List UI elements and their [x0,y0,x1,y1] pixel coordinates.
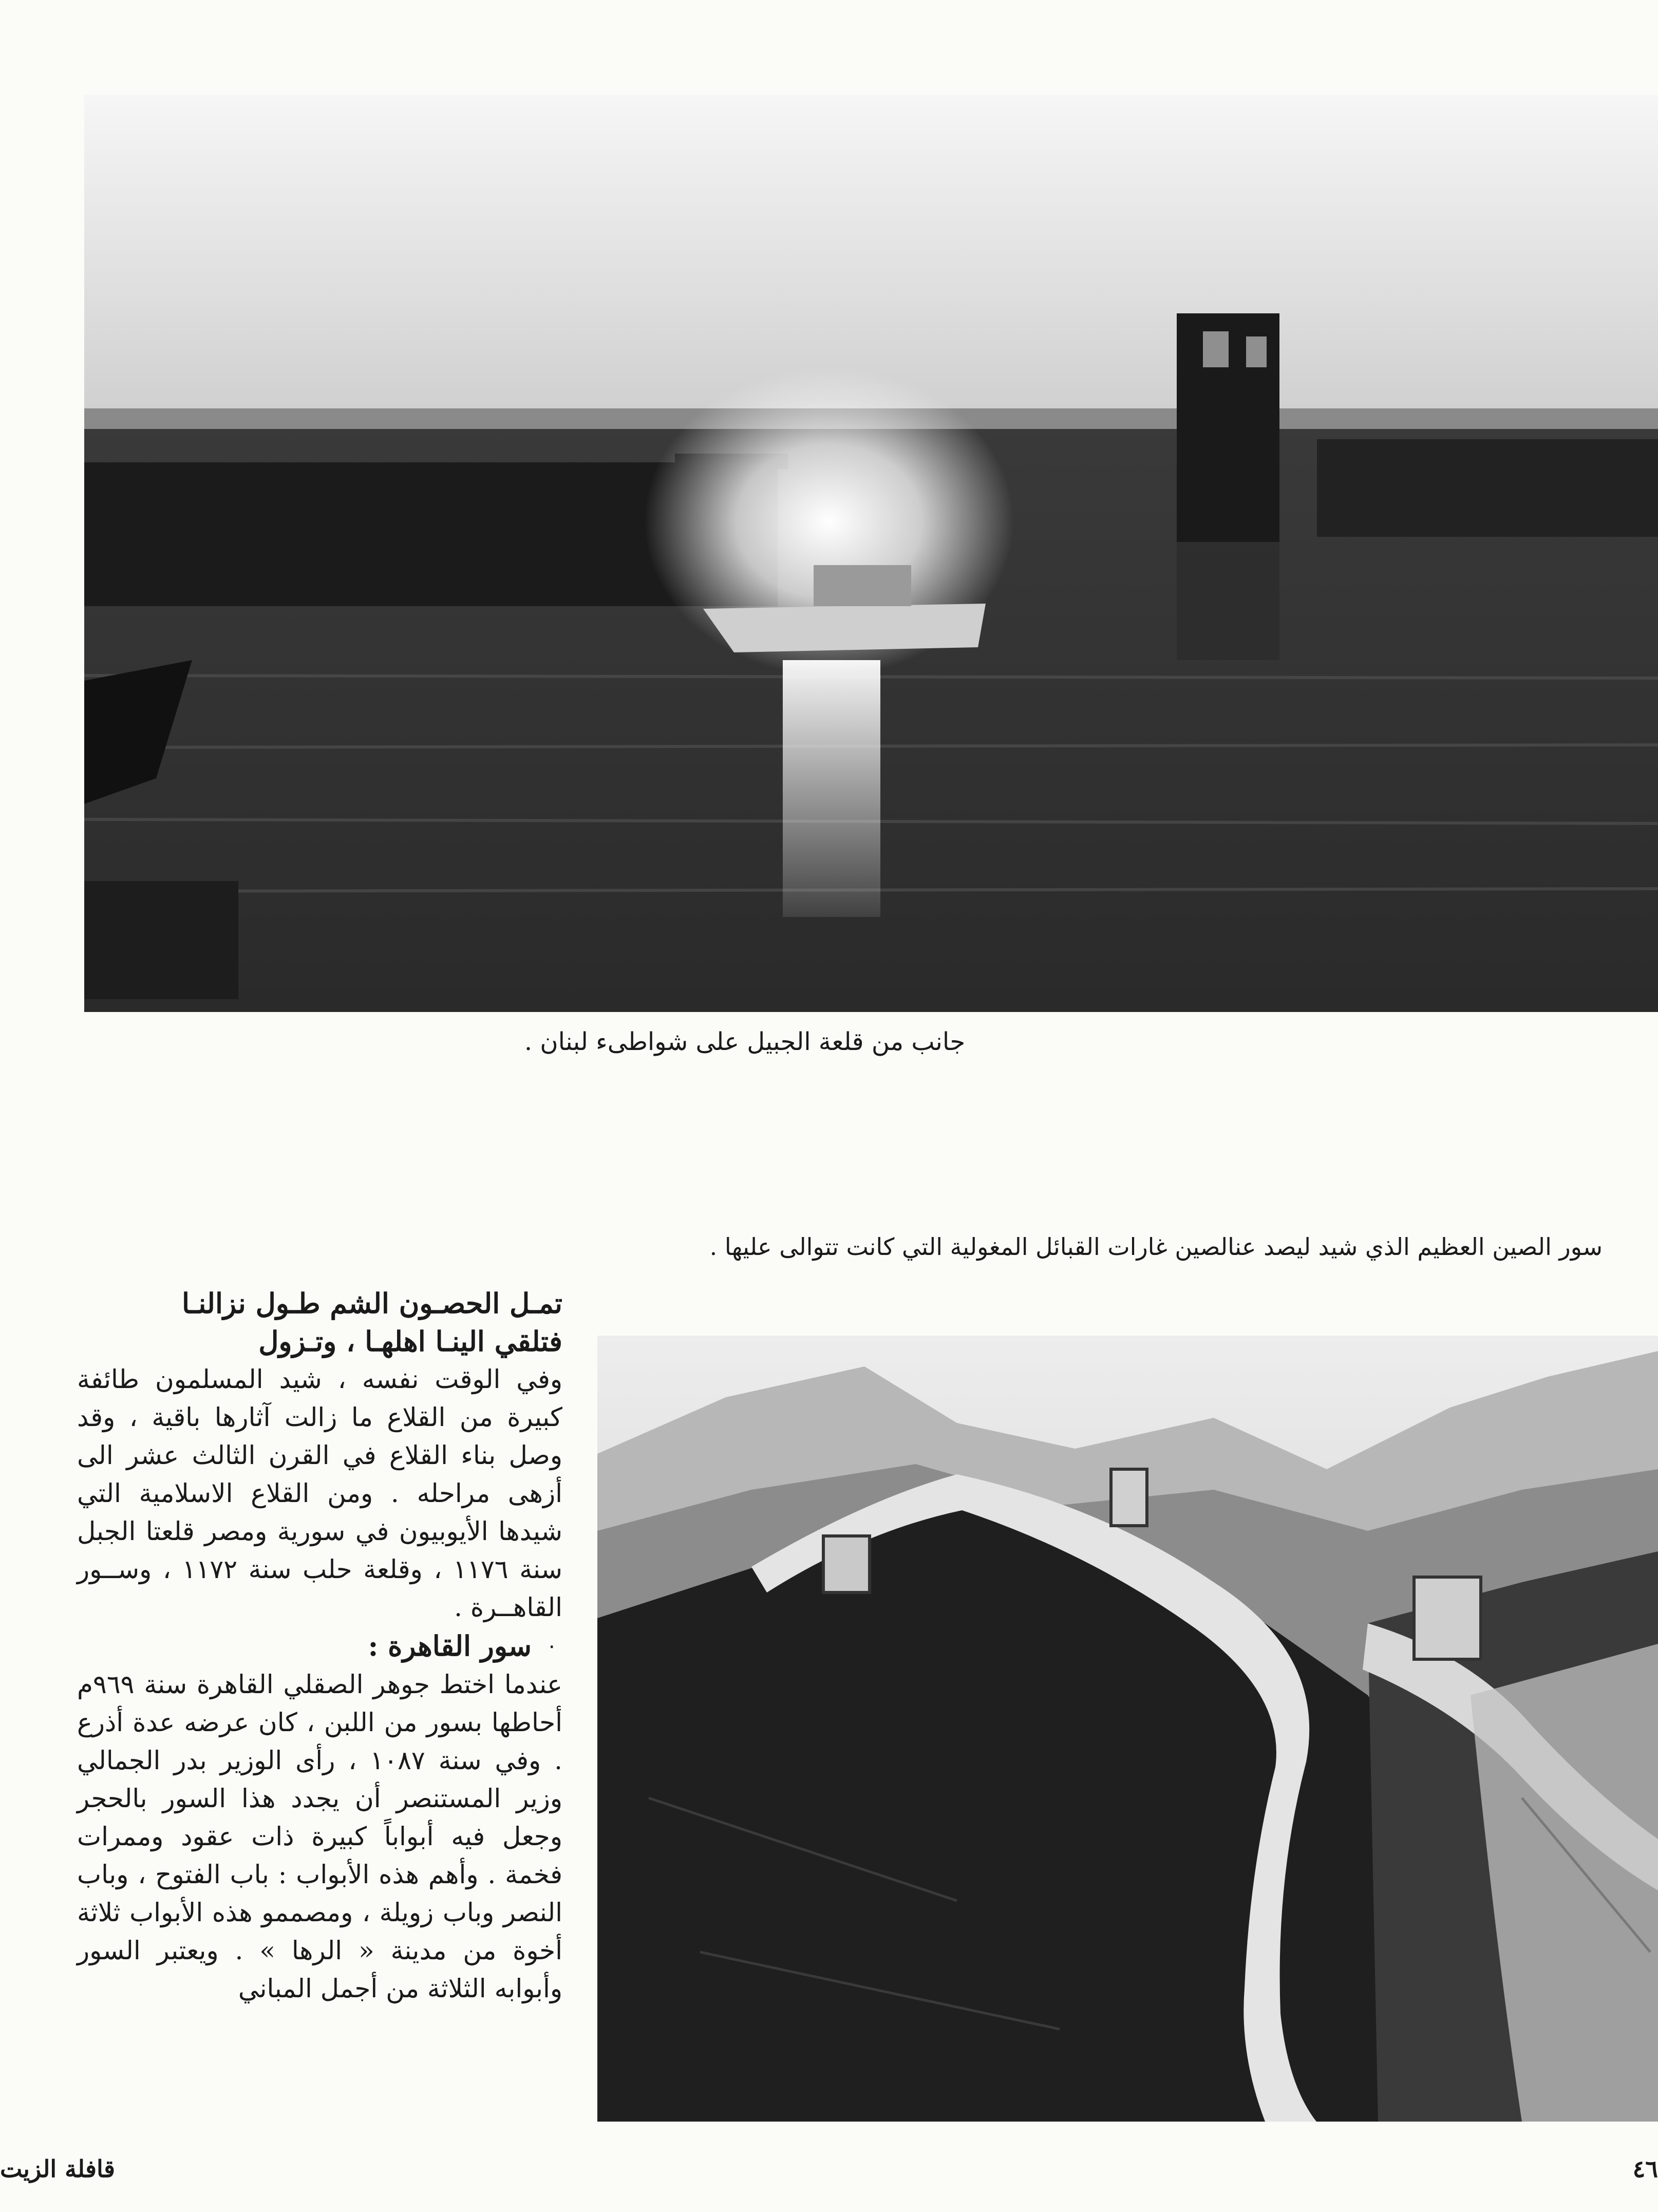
page-number: ٤٦ [1632,2155,1658,2183]
great-wall-photo [597,1336,1658,2122]
poem-verse-line-1: تمـل الحصـون الشم طـول نزالنـا [181,1287,562,1320]
magazine-title: قافلة الزيت [0,2155,116,2183]
poem-verse-line-2: فتلقي الينـا اهلهـا ، وتـزول [258,1325,562,1358]
article-paragraph-2: عندما اختط جوهر الصقلي القاهرة سنة ٩٦٩م أحاطها بسور من اللبن ، كان عرضه عدة أذرع . وفي سنة ١٠٨٧ ، رأى الوزير بدر الجمالي وزير المستنصر أن يجدد هذا السور بالحجر وجعل فيه أبواباً كبيرة ذات عقود وممرات فخمة . وأهم هذه الأبواب : باب الفتوح ، وباب النصر وباب زويلة ، ومصممو هذه الأبواب ثلاثة أخوة من مدينة « الرها » . ويعتبر السور وأبوابه الثلاثة من أجمل المباني [77,1670,563,2003]
bullet-icon: ٠ [546,1634,557,1658]
great-wall-photo-caption: سور الصين العظيم الذي شيد ليصد عنالصين غارات القبائل المغولية التي كانت تتوالى عليها . [709,1233,1603,1261]
harbor-photo-caption: جانب من قلعة الجبيل على شواطىء لبنان . [524,1027,966,1056]
section-heading-cairo-wall [77,1626,562,1665]
harbor-castle-photo [84,95,1658,1012]
article-paragraph-1: وفي الوقت نفسه ، شيد المسلمون طائفة كبيرة من القلاع ما زالت آثارها باقية ، وقد وصل بناء القلاع في القرن الثالث عشر الى أزهى مراحله . ومن القلاع الاسلامية التي شيدها الأيوبيون في سورية ومصر قلعتا الجبل سنة ١١٧٦ ، وقلعة حلب سنة ١١٧٢ ، وســور القاهــرة . [77,1364,562,1622]
section-heading-text: سور القاهرة : [368,1629,532,1662]
article-column [77,1284,562,2008]
